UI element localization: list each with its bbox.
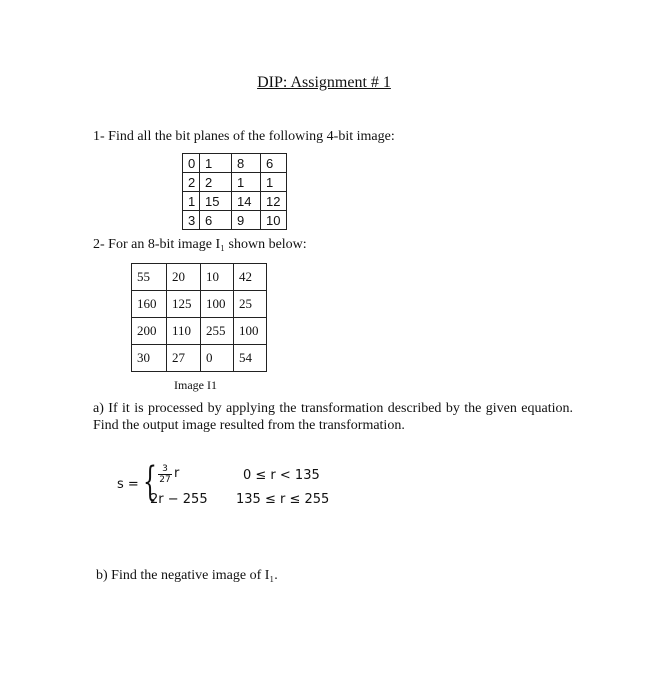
table-cell: 25	[234, 291, 267, 318]
table-cell: 54	[234, 345, 267, 372]
table-cell: 100	[201, 291, 234, 318]
table-row	[132, 264, 267, 291]
table-cell: 1	[183, 192, 200, 211]
table-row	[183, 192, 287, 211]
case2-condition: 135 ≤ r ≤ 255	[236, 492, 330, 507]
table-cell: 1	[261, 173, 287, 192]
equation-fraction	[158, 464, 172, 485]
table-cell: 2	[183, 173, 200, 192]
table-row	[132, 318, 267, 345]
table-cell: 20	[167, 264, 201, 291]
question-1: 1- Find all the bit planes of the following 4-bit image:	[93, 129, 395, 144]
table-cell: 12	[261, 192, 287, 211]
table-row	[132, 345, 267, 372]
table-row	[183, 173, 287, 192]
question-2b: b) Find the negative image of I₁.	[96, 568, 278, 583]
table-cell: 255	[201, 318, 234, 345]
question-2a: a) If it is processed by applying the transformation described by the given equation. Find the output image resulted from the transformation.	[93, 401, 573, 433]
table-cell: 125	[167, 291, 201, 318]
table-cell: 8	[232, 154, 261, 173]
equation-brace: {	[143, 459, 157, 505]
table-row	[183, 154, 287, 173]
table-row	[132, 291, 267, 318]
table-cell: 30	[132, 345, 167, 372]
table-cell: 9	[232, 211, 261, 230]
table-cell: 3	[183, 211, 200, 230]
table-cell: 42	[234, 264, 267, 291]
table-cell: 2	[200, 173, 232, 192]
table-cell: 15	[200, 192, 232, 211]
page-title: DIP: Assignment # 1	[257, 74, 391, 91]
table-cell: 55	[132, 264, 167, 291]
table-cell: 100	[234, 318, 267, 345]
question-2: 2- For an 8-bit image I₁ shown below:	[93, 237, 307, 252]
table-cell: 200	[132, 318, 167, 345]
table-cell: 0	[183, 154, 200, 173]
bitplane-image-table	[182, 153, 287, 230]
case1-expression: r	[174, 466, 180, 481]
case2-expression: 2r − 255	[150, 492, 208, 507]
table-cell: 10	[201, 264, 234, 291]
image-caption: Image I1	[174, 378, 217, 392]
table-cell: 27	[167, 345, 201, 372]
table-cell: 1	[200, 154, 232, 173]
table-cell: 1	[232, 173, 261, 192]
table-cell: 6	[200, 211, 232, 230]
table-cell: 160	[132, 291, 167, 318]
table-cell: 10	[261, 211, 287, 230]
image-i1-table	[131, 263, 267, 372]
table-cell: 110	[167, 318, 201, 345]
table-cell: 14	[232, 192, 261, 211]
table-cell: 0	[201, 345, 234, 372]
table-row	[183, 211, 287, 230]
table-cell: 6	[261, 154, 287, 173]
fraction-numerator: 3	[158, 464, 172, 475]
case1-condition: 0 ≤ r < 135	[243, 468, 320, 483]
equation-lhs: s =	[117, 477, 139, 492]
fraction-denominator: 27	[159, 475, 171, 485]
